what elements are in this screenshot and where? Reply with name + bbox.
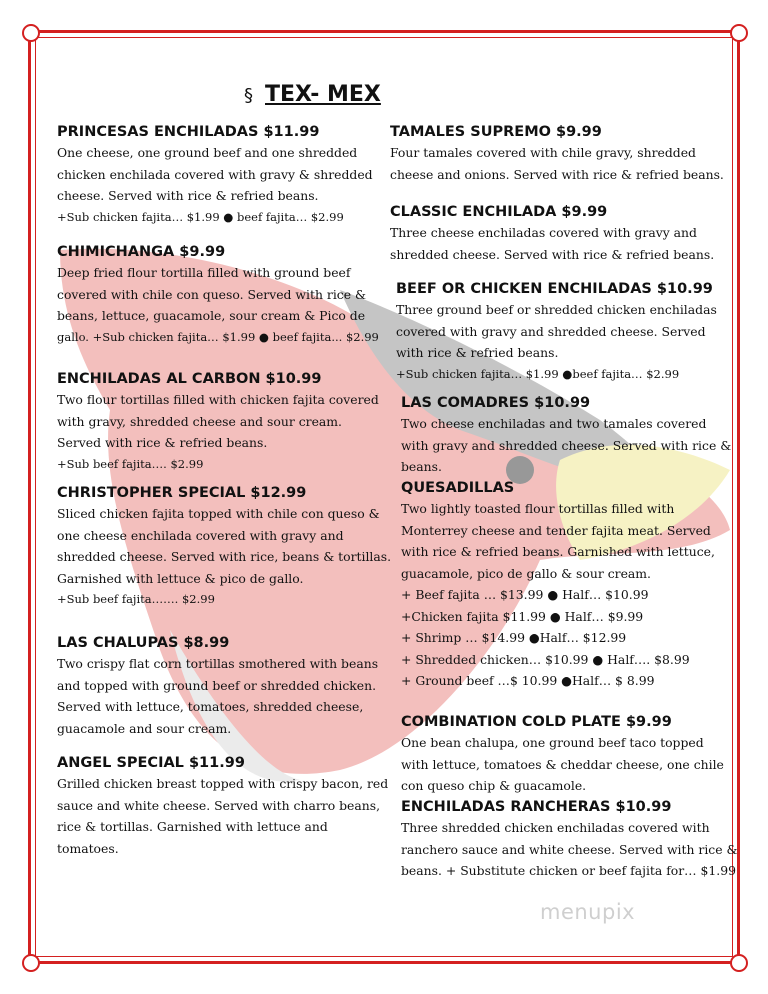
menu-item-description-line: Two cheese enchiladas and two tamales covered xyxy=(401,416,707,431)
menu-item-description-line: Four tamales covered with chile gravy, shredded xyxy=(390,145,696,160)
menu-item-description-line: + Shredded chicken… $10.99 ● Half…. $8.99 xyxy=(401,651,690,667)
menu-item-description-line: +Chicken fajita $11.99 ● Half… $9.99 xyxy=(401,608,644,624)
menu-item-name: CLASSIC ENCHILADA $9.99 xyxy=(390,204,608,220)
menu-item xyxy=(401,712,724,797)
menu-item-description-line: Deep fried flour tortilla filled with ground beef xyxy=(57,265,351,280)
menu-item-substitution: +Sub chicken fajita… $1.99 ●beef fajita… $2.99 xyxy=(396,366,680,381)
menu-item-name: QUESADILLAS xyxy=(401,480,515,496)
corner-ornament xyxy=(730,24,748,42)
menu-item-description-line: cheese and onions. Served with rice & refried beans. xyxy=(390,166,724,182)
menu-item-description-line: Two lightly toasted flour tortillas filled with xyxy=(401,501,675,516)
menu-item xyxy=(57,369,379,475)
menu-item-description-line: Two flour tortillas filled with chicken fajita covered xyxy=(57,392,379,407)
menu-item-description-line: + Ground beef …$ 10.99 ●Half… $ 8.99 xyxy=(401,673,655,688)
menu-item-description-line: One cheese, one ground beef and one shredded xyxy=(57,145,358,160)
menu-item-substitution: +Sub chicken fajita… $1.99 ● beef fajita… $2.99 xyxy=(57,209,344,224)
menu-item-name: LAS CHALUPAS $8.99 xyxy=(57,635,230,651)
menu-item-description-line: Monterrey cheese and tender fajita meat. Served xyxy=(401,522,711,538)
menu-item-name: CHIMICHANGA $9.99 xyxy=(57,244,226,260)
menu-item-description-line: guacamole and sour cream. xyxy=(57,720,232,736)
menu-item xyxy=(396,279,717,385)
menu-item xyxy=(401,478,715,692)
menu-item-description-line: beans, lettuce, guacamole, sour cream & Pico de xyxy=(57,308,366,323)
menu-item xyxy=(57,633,378,739)
menu-item-description-line: Two crispy flat corn tortillas smothered with beans xyxy=(57,656,379,671)
menu-item-description-line: Garnished with lettuce & pico de gallo. xyxy=(57,570,304,586)
menu-item-description-line: Three cheese enchiladas covered with gravy and xyxy=(390,225,697,240)
menu-item-description-line: rice & tortillas. Garnished with lettuce and xyxy=(57,819,328,834)
menu-item xyxy=(57,242,379,348)
menu-item-substitution: gallo. +Sub chicken fajita… $1.99 ● beef fajita... $2.99 xyxy=(57,329,379,344)
menu-item-substitution: +Sub beef fajita……. $2.99 xyxy=(57,592,215,606)
menu-item-description-line: Three ground beef or shredded chicken enchiladas xyxy=(396,302,717,317)
menu-item-name: ANGEL SPECIAL $11.99 xyxy=(57,755,245,771)
menu-item-description-line: sauce and white cheese. Served with charro beans, xyxy=(57,797,381,813)
menu-item-description-line: shredded cheese. Served with rice & refried beans. xyxy=(390,246,715,262)
menupix-watermark: menupix xyxy=(540,900,636,924)
menu-item-name: TAMALES SUPREMO $9.99 xyxy=(390,124,602,140)
menu-item-description-line: + Beef fajita … $13.99 ● Half… $10.99 xyxy=(401,587,649,602)
menu-item-name: ENCHILADAS AL CARBON $10.99 xyxy=(57,371,322,387)
menu-item xyxy=(401,393,731,478)
section-title-text: TEX- MEX xyxy=(265,82,381,107)
menu-item xyxy=(57,753,388,859)
menu-item-description-line: with rice & refried beans. Garnished with lettuce, xyxy=(401,544,715,559)
corner-ornament xyxy=(22,24,40,42)
menu-item-description-line: with gravy and shredded cheese. Served with rice & xyxy=(401,437,732,453)
menu-item-description-line: Sliced chicken fajita topped with chile con queso & xyxy=(57,506,380,521)
corner-ornament xyxy=(730,954,748,972)
menu-item-description-line: covered with chile con queso. Served with rice & xyxy=(57,286,367,302)
menu-item-description-line: Grilled chicken breast topped with crispy bacon, red xyxy=(57,776,389,791)
menu-item-description-line: One bean chalupa, one ground beef taco topped xyxy=(401,735,704,750)
menu-item-description-line: chicken enchilada covered with gravy & shredded xyxy=(57,166,373,182)
menu-item xyxy=(401,797,738,882)
menu-item xyxy=(390,122,724,185)
menu-item xyxy=(57,483,391,611)
menu-item-description-line: shredded cheese. Served with rice, beans & tortillas. xyxy=(57,549,392,564)
menu-item-name: BEEF OR CHICKEN ENCHILADAS $10.99 xyxy=(396,281,713,297)
menu-item xyxy=(390,202,714,265)
menu-item-description-line: tomatoes. xyxy=(57,840,119,856)
menu-item-description-line: guacamole, pico de gallo & sour cream. xyxy=(401,565,651,581)
menu-item-description-line: cheese. Served with rice & refried beans. xyxy=(57,188,319,203)
menu-item-name: ENCHILADAS RANCHERAS $10.99 xyxy=(401,799,672,815)
menu-item-description-line: and topped with ground beef or shredded chicken. xyxy=(57,677,377,693)
menu-item-description-line: con queso chip & guacamole. xyxy=(401,778,587,793)
menu-item-name: COMBINATION COLD PLATE $9.99 xyxy=(401,714,672,730)
menu-item-name: LAS COMADRES $10.99 xyxy=(401,395,591,411)
menu-item-description-line: beans. + Substitute chicken or beef fajita for… $1.99 xyxy=(401,863,736,878)
menu-item-description-line: with rice & refried beans. xyxy=(396,345,559,360)
section-title xyxy=(244,82,381,107)
menu-item-description-line: ranchero sauce and white cheese. Served with rice & xyxy=(401,841,738,857)
menu-item-description-line: one cheese enchilada covered with gravy and xyxy=(57,527,344,543)
menu-item-description-line: + Shrimp … $14.99 ●Half… $12.99 xyxy=(401,630,627,645)
menu-item-description-line: covered with gravy and shredded cheese. Served xyxy=(396,323,706,339)
menu-item-description-line: Served with rice & refried beans. xyxy=(57,435,268,450)
menu-item-description-line: with gravy, shredded cheese and sour cream. xyxy=(57,413,342,429)
menu-item-description-line: with lettuce, tomatoes & cheddar cheese, one chile xyxy=(401,756,724,772)
menu-item-substitution: +Sub beef fajita…. $2.99 xyxy=(57,456,204,471)
menu-item-description-line: Served with lettuce, tomatoes, shredded cheese, xyxy=(57,699,364,714)
section-symbol: § xyxy=(244,85,253,106)
menu-item-name: PRINCESAS ENCHILADAS $11.99 xyxy=(57,124,320,140)
menu-item-description-line: Three shredded chicken enchiladas covered with xyxy=(401,820,710,835)
menu-item-name: CHRISTOPHER SPECIAL $12.99 xyxy=(57,485,307,501)
menu-item xyxy=(57,122,373,228)
corner-ornament xyxy=(22,954,40,972)
menu-item-description-line: beans. xyxy=(401,459,442,474)
